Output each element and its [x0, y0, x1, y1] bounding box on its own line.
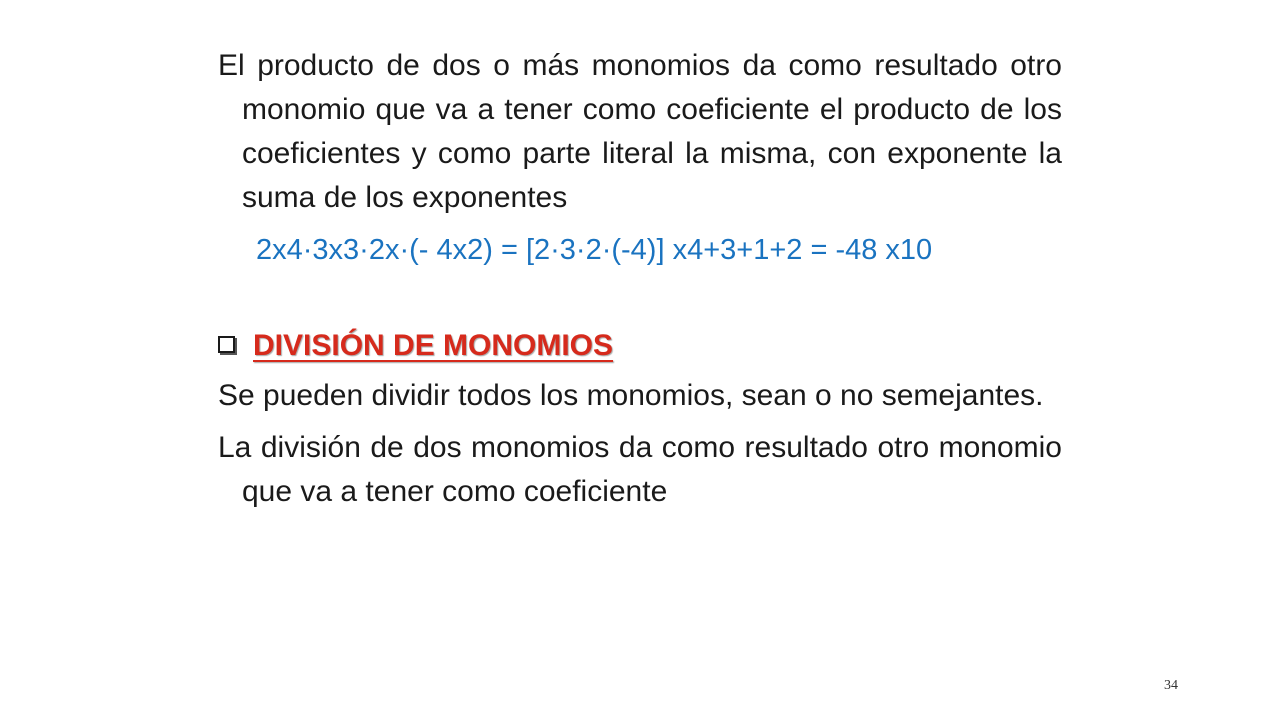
paragraph-product-rule: El producto de dos o más monomios da como resultado otro monomio que va a tener como coeficiente el producto de los coeficientes y como parte literal la misma, con exponente la suma de los exponentes: [218, 49, 1062, 214]
paragraph-division-1: Se pueden dividir todos los monomios, sean o no semejantes.: [218, 379, 1044, 412]
checkbox-bullet-icon: [218, 336, 235, 353]
section-heading: [218, 324, 1062, 368]
section-title: DIVISIÓN DE MONOMIOS: [253, 329, 614, 362]
paragraph-division-2: La división de dos monomios da como resultado otro monomio que va a tener como coeficiente: [218, 431, 1062, 508]
page-number: 34: [1164, 678, 1178, 693]
slide-content: [218, 44, 1062, 514]
formula-example: 2x4·3x3·2x·(- 4x2) = [2·3·2·(-4)] x4+3+1+2 = -48 x10: [256, 234, 933, 266]
